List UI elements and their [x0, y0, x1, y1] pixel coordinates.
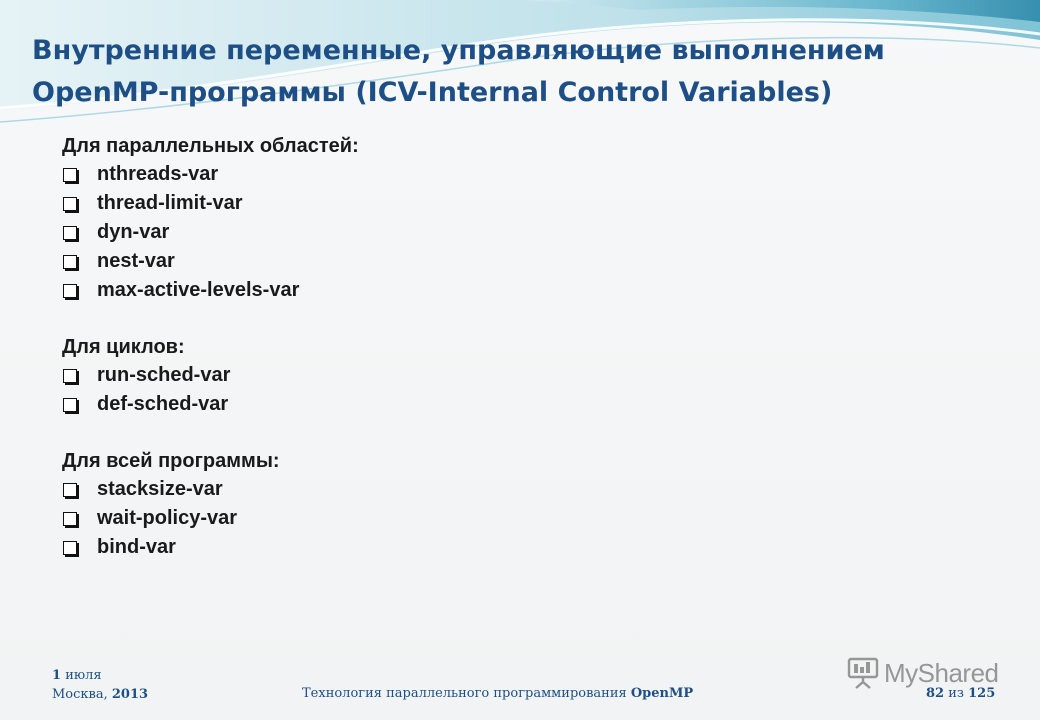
checkbox-bullet-icon [63, 369, 77, 383]
checkbox-bullet-icon [63, 226, 77, 240]
list-item: bind-var [62, 533, 762, 562]
group-heading: Для всей программы: [62, 450, 280, 472]
group-heading: Для циклов: [62, 336, 185, 358]
checkbox-bullet-icon [63, 168, 77, 182]
checkbox-bullet-icon [63, 512, 77, 526]
list-item: wait-policy-var [62, 504, 762, 533]
checkbox-bullet-icon [63, 483, 77, 497]
slide-content [62, 132, 762, 590]
list-item: max-active-levels-var [62, 276, 762, 305]
list-item: run-sched-var [62, 361, 762, 390]
list-item: nest-var [62, 247, 762, 276]
checkbox-bullet-icon [63, 255, 77, 269]
list-item: def-sched-var [62, 390, 762, 419]
checkbox-bullet-icon [63, 541, 77, 555]
checkbox-bullet-icon [63, 284, 77, 298]
group-parallel-regions [62, 132, 762, 305]
title-line-1: Внутренние переменные, управляющие выполнением [32, 35, 885, 66]
footer-page-number: 82 из 125 [926, 686, 996, 701]
checkbox-bullet-icon [63, 398, 77, 412]
list-item: stacksize-var [62, 475, 762, 504]
watermark [846, 656, 999, 690]
footer-course-title: Технология параллельного программирования OpenMP [302, 686, 694, 701]
title-line-2: OpenMP-программы (ICV-Internal Control Variables) [32, 77, 833, 108]
presentation-icon [846, 656, 880, 690]
list-item: dyn-var [62, 218, 762, 247]
slide-title [32, 30, 1022, 114]
list-item: thread-limit-var [62, 189, 762, 218]
footer-date: 1 июля Москва, 2013 [52, 668, 149, 702]
watermark-text: MyShared [884, 657, 999, 688]
group-loops [62, 333, 762, 419]
group-whole-program [62, 447, 762, 562]
checkbox-bullet-icon [63, 197, 77, 211]
group-heading: Для параллельных областей: [62, 135, 359, 157]
list-item: nthreads-var [62, 160, 762, 189]
